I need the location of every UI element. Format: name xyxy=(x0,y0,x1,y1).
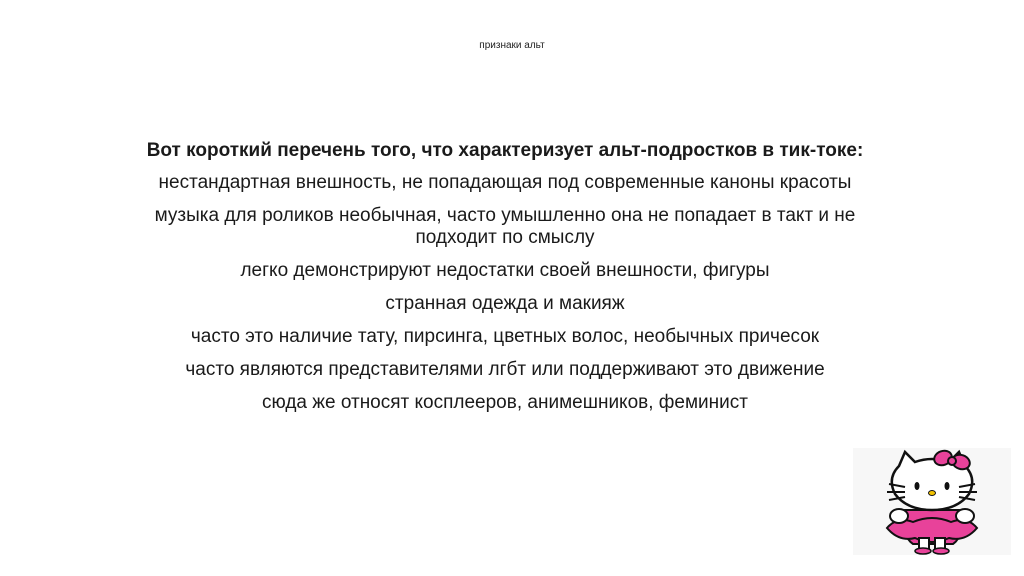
list-item: легко демонстрируют недостатки своей внешности, фигуры xyxy=(240,260,770,281)
hello-kitty-image xyxy=(853,448,1011,555)
slide-body xyxy=(130,140,880,425)
hello-kitty-icon xyxy=(853,448,1011,555)
list-item: странная одежда и макияж xyxy=(385,293,625,314)
intro-text: Вот короткий перечень того, что характеризует альт-подростков в тик-токе: xyxy=(146,140,864,161)
list-item: музыка для роликов необычная, часто умышленно она не попадает в такт и не подходит по смыслу xyxy=(154,205,856,248)
list-item: часто являются представителями лгбт или поддерживают это движение xyxy=(185,359,825,380)
slide-title: признаки альт xyxy=(479,40,545,51)
list-item: часто это наличие тату, пирсинга, цветных волос, необычных причесок xyxy=(190,326,820,347)
list-item: нестандартная внешность, не попадающая под современные каноны красоты xyxy=(158,172,852,193)
list-item: сюда же относят косплееров, анимешников, феминист xyxy=(262,392,748,413)
